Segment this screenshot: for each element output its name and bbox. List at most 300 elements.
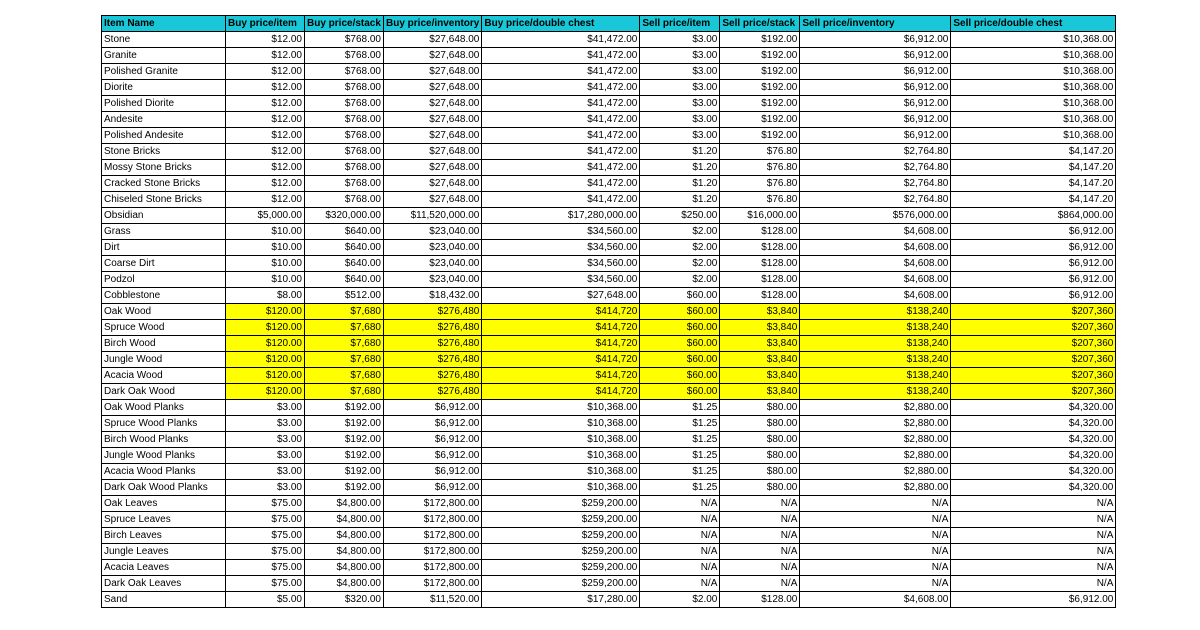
price-cell[interactable]: $6,912.00 (384, 432, 482, 448)
price-cell[interactable]: $4,800.00 (305, 560, 384, 576)
price-cell[interactable]: N/A (951, 560, 1116, 576)
price-cell[interactable]: $10,368.00 (951, 112, 1116, 128)
item-name-cell[interactable]: Andesite (102, 112, 226, 128)
price-cell[interactable]: $27,648.00 (384, 80, 482, 96)
price-cell[interactable]: $8.00 (226, 288, 305, 304)
price-cell[interactable]: $192.00 (305, 400, 384, 416)
price-cell[interactable]: $2,880.00 (800, 448, 951, 464)
price-cell[interactable]: $23,040.00 (384, 272, 482, 288)
column-header[interactable]: Buy price/inventory (384, 16, 482, 32)
price-cell[interactable]: $10,368.00 (951, 96, 1116, 112)
column-header[interactable]: Sell price/double chest (951, 16, 1116, 32)
price-cell[interactable]: $3,840 (720, 384, 800, 400)
price-cell[interactable]: $172,800.00 (384, 544, 482, 560)
price-cell[interactable]: $768.00 (305, 80, 384, 96)
price-cell[interactable]: $10,368.00 (482, 464, 640, 480)
price-cell[interactable]: $576,000.00 (800, 208, 951, 224)
item-name-cell[interactable]: Diorite (102, 80, 226, 96)
price-cell[interactable]: $864,000.00 (951, 208, 1116, 224)
price-cell[interactable]: $1.25 (640, 416, 720, 432)
price-cell[interactable]: $6,912.00 (951, 240, 1116, 256)
price-cell[interactable]: $27,648.00 (384, 176, 482, 192)
price-cell[interactable]: $12.00 (226, 160, 305, 176)
item-name-cell[interactable]: Spruce Wood Planks (102, 416, 226, 432)
price-cell[interactable]: $76.80 (720, 192, 800, 208)
price-cell[interactable]: $41,472.00 (482, 160, 640, 176)
price-cell[interactable]: $128.00 (720, 240, 800, 256)
price-cell[interactable]: $10,368.00 (482, 400, 640, 416)
price-cell[interactable]: N/A (800, 528, 951, 544)
price-cell[interactable]: $12.00 (226, 80, 305, 96)
price-cell[interactable]: $7,680 (305, 304, 384, 320)
price-cell[interactable]: $2,880.00 (800, 464, 951, 480)
price-cell[interactable]: $7,680 (305, 352, 384, 368)
price-cell[interactable]: $414,720 (482, 384, 640, 400)
price-cell[interactable]: $75.00 (226, 496, 305, 512)
price-cell[interactable]: $27,648.00 (384, 192, 482, 208)
price-cell[interactable]: $80.00 (720, 480, 800, 496)
price-cell[interactable]: $128.00 (720, 272, 800, 288)
price-cell[interactable]: $3.00 (640, 48, 720, 64)
price-cell[interactable]: $259,200.00 (482, 576, 640, 592)
price-cell[interactable]: $6,912.00 (800, 96, 951, 112)
item-name-cell[interactable]: Jungle Wood (102, 352, 226, 368)
item-name-cell[interactable]: Birch Wood Planks (102, 432, 226, 448)
price-cell[interactable]: $276,480 (384, 368, 482, 384)
price-cell[interactable]: $640.00 (305, 256, 384, 272)
price-cell[interactable]: $192.00 (720, 32, 800, 48)
price-cell[interactable]: $27,648.00 (384, 144, 482, 160)
item-name-cell[interactable]: Podzol (102, 272, 226, 288)
price-cell[interactable]: $4,147.20 (951, 176, 1116, 192)
item-name-cell[interactable]: Polished Andesite (102, 128, 226, 144)
price-cell[interactable]: $27,648.00 (384, 128, 482, 144)
price-cell[interactable]: $60.00 (640, 352, 720, 368)
price-cell[interactable]: N/A (640, 576, 720, 592)
price-cell[interactable]: $4,320.00 (951, 432, 1116, 448)
item-name-cell[interactable]: Dark Oak Leaves (102, 576, 226, 592)
price-cell[interactable]: $27,648.00 (384, 96, 482, 112)
item-name-cell[interactable]: Acacia Wood Planks (102, 464, 226, 480)
item-name-cell[interactable]: Stone (102, 32, 226, 48)
price-cell[interactable]: $3.00 (226, 432, 305, 448)
price-cell[interactable]: N/A (640, 544, 720, 560)
price-cell[interactable]: $4,800.00 (305, 496, 384, 512)
price-cell[interactable]: N/A (720, 560, 800, 576)
price-cell[interactable]: $80.00 (720, 400, 800, 416)
price-cell[interactable]: $192.00 (305, 480, 384, 496)
price-cell[interactable]: $3,840 (720, 368, 800, 384)
price-cell[interactable]: $60.00 (640, 320, 720, 336)
price-cell[interactable]: $414,720 (482, 304, 640, 320)
price-cell[interactable]: $12.00 (226, 64, 305, 80)
price-cell[interactable]: $6,912.00 (951, 224, 1116, 240)
price-cell[interactable]: $128.00 (720, 592, 800, 608)
price-cell[interactable]: $192.00 (720, 112, 800, 128)
price-cell[interactable]: $1.20 (640, 192, 720, 208)
price-cell[interactable]: $3.00 (640, 64, 720, 80)
item-name-cell[interactable]: Birch Leaves (102, 528, 226, 544)
price-cell[interactable]: N/A (800, 576, 951, 592)
price-cell[interactable]: N/A (800, 512, 951, 528)
price-cell[interactable]: $192.00 (720, 128, 800, 144)
price-cell[interactable]: $75.00 (226, 544, 305, 560)
price-cell[interactable]: $192.00 (305, 432, 384, 448)
price-cell[interactable]: $2,880.00 (800, 432, 951, 448)
item-name-cell[interactable]: Oak Wood (102, 304, 226, 320)
price-cell[interactable]: $41,472.00 (482, 48, 640, 64)
item-name-cell[interactable]: Sand (102, 592, 226, 608)
price-cell[interactable]: $12.00 (226, 192, 305, 208)
price-cell[interactable]: $1.25 (640, 480, 720, 496)
price-cell[interactable]: $2.00 (640, 224, 720, 240)
price-cell[interactable]: $12.00 (226, 96, 305, 112)
price-cell[interactable]: $80.00 (720, 464, 800, 480)
price-cell[interactable]: $276,480 (384, 320, 482, 336)
price-cell[interactable]: $11,520,000.00 (384, 208, 482, 224)
item-name-cell[interactable]: Coarse Dirt (102, 256, 226, 272)
price-cell[interactable]: N/A (640, 512, 720, 528)
item-name-cell[interactable]: Acacia Leaves (102, 560, 226, 576)
price-cell[interactable]: $2.00 (640, 256, 720, 272)
price-cell[interactable]: $120.00 (226, 304, 305, 320)
price-cell[interactable]: N/A (800, 560, 951, 576)
price-cell[interactable]: $192.00 (720, 80, 800, 96)
item-name-cell[interactable]: Oak Leaves (102, 496, 226, 512)
price-cell[interactable]: $6,912.00 (800, 32, 951, 48)
price-cell[interactable]: $60.00 (640, 336, 720, 352)
price-cell[interactable]: $768.00 (305, 32, 384, 48)
price-cell[interactable]: $128.00 (720, 256, 800, 272)
price-cell[interactable]: $259,200.00 (482, 560, 640, 576)
price-cell[interactable]: $768.00 (305, 176, 384, 192)
price-cell[interactable]: $2.00 (640, 592, 720, 608)
item-name-cell[interactable]: Granite (102, 48, 226, 64)
item-name-cell[interactable]: Acacia Wood (102, 368, 226, 384)
item-name-cell[interactable]: Spruce Leaves (102, 512, 226, 528)
price-cell[interactable]: $4,608.00 (800, 288, 951, 304)
price-cell[interactable]: $172,800.00 (384, 576, 482, 592)
price-cell[interactable]: $172,800.00 (384, 528, 482, 544)
price-cell[interactable]: $6,912.00 (951, 288, 1116, 304)
price-cell[interactable]: $4,320.00 (951, 464, 1116, 480)
price-cell[interactable]: $414,720 (482, 352, 640, 368)
price-cell[interactable]: $41,472.00 (482, 192, 640, 208)
price-cell[interactable]: $12.00 (226, 128, 305, 144)
price-cell[interactable]: $7,680 (305, 368, 384, 384)
price-cell[interactable]: $2,764.80 (800, 192, 951, 208)
price-cell[interactable]: $1.25 (640, 432, 720, 448)
item-name-cell[interactable]: Dirt (102, 240, 226, 256)
price-cell[interactable]: $6,912.00 (384, 480, 482, 496)
price-cell[interactable]: $10,368.00 (951, 80, 1116, 96)
price-cell[interactable]: $120.00 (226, 384, 305, 400)
item-name-cell[interactable]: Dark Oak Wood (102, 384, 226, 400)
price-cell[interactable]: $120.00 (226, 336, 305, 352)
price-cell[interactable]: $41,472.00 (482, 80, 640, 96)
price-cell[interactable]: $2,764.80 (800, 144, 951, 160)
price-cell[interactable]: $172,800.00 (384, 496, 482, 512)
price-cell[interactable]: $10.00 (226, 224, 305, 240)
price-cell[interactable]: $172,800.00 (384, 512, 482, 528)
price-cell[interactable]: $768.00 (305, 192, 384, 208)
price-cell[interactable]: $41,472.00 (482, 64, 640, 80)
price-cell[interactable]: $6,912.00 (951, 256, 1116, 272)
price-cell[interactable]: N/A (720, 496, 800, 512)
price-cell[interactable]: $7,680 (305, 336, 384, 352)
price-cell[interactable]: $10.00 (226, 272, 305, 288)
price-cell[interactable]: $6,912.00 (384, 464, 482, 480)
price-cell[interactable]: $1.20 (640, 144, 720, 160)
price-cell[interactable]: $34,560.00 (482, 240, 640, 256)
price-cell[interactable]: $414,720 (482, 336, 640, 352)
price-cell[interactable]: $3.00 (226, 448, 305, 464)
price-cell[interactable]: $138,240 (800, 336, 951, 352)
price-cell[interactable]: $4,608.00 (800, 240, 951, 256)
price-cell[interactable]: $640.00 (305, 240, 384, 256)
item-name-cell[interactable]: Cracked Stone Bricks (102, 176, 226, 192)
price-cell[interactable]: $10,368.00 (482, 448, 640, 464)
price-cell[interactable]: $11,520.00 (384, 592, 482, 608)
price-cell[interactable]: $6,912.00 (384, 416, 482, 432)
price-cell[interactable]: $192.00 (305, 416, 384, 432)
price-cell[interactable]: $4,608.00 (800, 224, 951, 240)
price-cell[interactable]: $276,480 (384, 352, 482, 368)
price-cell[interactable]: $27,648.00 (384, 160, 482, 176)
price-cell[interactable]: $60.00 (640, 304, 720, 320)
price-cell[interactable]: N/A (951, 512, 1116, 528)
price-cell[interactable]: $4,800.00 (305, 544, 384, 560)
price-cell[interactable]: $10,368.00 (482, 416, 640, 432)
price-cell[interactable]: $3.00 (226, 416, 305, 432)
price-cell[interactable]: $768.00 (305, 144, 384, 160)
price-cell[interactable]: $76.80 (720, 176, 800, 192)
item-name-cell[interactable]: Oak Wood Planks (102, 400, 226, 416)
price-cell[interactable]: $2.00 (640, 240, 720, 256)
price-cell[interactable]: $6,912.00 (384, 448, 482, 464)
price-cell[interactable]: N/A (951, 544, 1116, 560)
price-cell[interactable]: $23,040.00 (384, 240, 482, 256)
price-cell[interactable]: $6,912.00 (800, 48, 951, 64)
price-cell[interactable]: $6,912.00 (800, 112, 951, 128)
price-cell[interactable]: $12.00 (226, 32, 305, 48)
price-cell[interactable]: $259,200.00 (482, 544, 640, 560)
price-cell[interactable]: $10,368.00 (482, 432, 640, 448)
price-cell[interactable]: $10,368.00 (951, 32, 1116, 48)
price-cell[interactable]: $12.00 (226, 48, 305, 64)
price-cell[interactable]: $4,800.00 (305, 528, 384, 544)
column-header[interactable]: Item Name (102, 16, 226, 32)
price-cell[interactable]: $1.20 (640, 160, 720, 176)
price-cell[interactable]: $41,472.00 (482, 128, 640, 144)
price-cell[interactable]: N/A (720, 512, 800, 528)
price-cell[interactable]: $10.00 (226, 256, 305, 272)
price-cell[interactable]: $192.00 (720, 64, 800, 80)
price-cell[interactable]: $6,912.00 (800, 128, 951, 144)
column-header[interactable]: Buy price/double chest (482, 16, 640, 32)
column-header[interactable]: Sell price/inventory (800, 16, 951, 32)
price-cell[interactable]: $34,560.00 (482, 224, 640, 240)
price-cell[interactable]: N/A (951, 576, 1116, 592)
price-cell[interactable]: $259,200.00 (482, 528, 640, 544)
item-name-cell[interactable]: Chiseled Stone Bricks (102, 192, 226, 208)
price-cell[interactable]: $4,800.00 (305, 512, 384, 528)
price-cell[interactable]: $320,000.00 (305, 208, 384, 224)
price-cell[interactable]: $41,472.00 (482, 176, 640, 192)
price-cell[interactable]: $6,912.00 (384, 400, 482, 416)
price-cell[interactable]: $138,240 (800, 368, 951, 384)
price-cell[interactable]: $768.00 (305, 128, 384, 144)
price-cell[interactable]: $10,368.00 (951, 128, 1116, 144)
price-cell[interactable]: $5,000.00 (226, 208, 305, 224)
item-name-cell[interactable]: Grass (102, 224, 226, 240)
price-cell[interactable]: $768.00 (305, 48, 384, 64)
price-cell[interactable]: $768.00 (305, 64, 384, 80)
price-cell[interactable]: $3.00 (226, 480, 305, 496)
item-name-cell[interactable]: Jungle Wood Planks (102, 448, 226, 464)
price-cell[interactable]: $4,320.00 (951, 400, 1116, 416)
price-cell[interactable]: N/A (640, 528, 720, 544)
price-cell[interactable]: $640.00 (305, 224, 384, 240)
price-cell[interactable]: $10.00 (226, 240, 305, 256)
price-cell[interactable]: $3.00 (226, 400, 305, 416)
price-cell[interactable]: $128.00 (720, 224, 800, 240)
column-header[interactable]: Sell price/item (640, 16, 720, 32)
item-name-cell[interactable]: Polished Diorite (102, 96, 226, 112)
price-cell[interactable]: $27,648.00 (384, 64, 482, 80)
price-cell[interactable]: $2,880.00 (800, 400, 951, 416)
item-name-cell[interactable]: Cobblestone (102, 288, 226, 304)
price-cell[interactable]: $7,680 (305, 384, 384, 400)
price-cell[interactable]: $276,480 (384, 384, 482, 400)
price-cell[interactable]: $2,880.00 (800, 416, 951, 432)
price-cell[interactable]: $80.00 (720, 416, 800, 432)
item-name-cell[interactable]: Polished Granite (102, 64, 226, 80)
price-cell[interactable]: $4,320.00 (951, 448, 1116, 464)
price-cell[interactable]: $27,648.00 (482, 288, 640, 304)
price-cell[interactable]: $2,880.00 (800, 480, 951, 496)
price-cell[interactable]: $120.00 (226, 368, 305, 384)
column-header[interactable]: Buy price/stack (305, 16, 384, 32)
price-cell[interactable]: $1.20 (640, 176, 720, 192)
price-cell[interactable]: $207,360 (951, 352, 1116, 368)
price-cell[interactable]: $27,648.00 (384, 32, 482, 48)
price-cell[interactable]: $75.00 (226, 576, 305, 592)
price-cell[interactable]: $3,840 (720, 336, 800, 352)
price-cell[interactable]: $3.00 (640, 80, 720, 96)
price-cell[interactable]: $138,240 (800, 384, 951, 400)
price-cell[interactable]: $207,360 (951, 336, 1116, 352)
price-cell[interactable]: $41,472.00 (482, 96, 640, 112)
price-cell[interactable]: N/A (800, 496, 951, 512)
price-cell[interactable]: $172,800.00 (384, 560, 482, 576)
price-cell[interactable]: N/A (720, 544, 800, 560)
price-cell[interactable]: N/A (951, 496, 1116, 512)
price-cell[interactable]: $192.00 (305, 464, 384, 480)
price-cell[interactable]: $12.00 (226, 112, 305, 128)
price-cell[interactable]: $4,800.00 (305, 576, 384, 592)
price-cell[interactable]: $6,912.00 (800, 64, 951, 80)
price-cell[interactable]: $23,040.00 (384, 256, 482, 272)
price-cell[interactable]: $192.00 (305, 448, 384, 464)
price-cell[interactable]: $41,472.00 (482, 112, 640, 128)
price-cell[interactable]: $6,912.00 (800, 80, 951, 96)
price-cell[interactable]: $12.00 (226, 176, 305, 192)
item-name-cell[interactable]: Stone Bricks (102, 144, 226, 160)
price-cell[interactable]: $17,280.00 (482, 592, 640, 608)
price-cell[interactable]: $80.00 (720, 432, 800, 448)
column-header[interactable]: Sell price/stack (720, 16, 800, 32)
item-name-cell[interactable]: Obsidian (102, 208, 226, 224)
price-cell[interactable]: $75.00 (226, 512, 305, 528)
price-cell[interactable]: N/A (720, 576, 800, 592)
price-cell[interactable]: $17,280,000.00 (482, 208, 640, 224)
price-cell[interactable]: $3.00 (640, 96, 720, 112)
item-name-cell[interactable]: Jungle Leaves (102, 544, 226, 560)
price-cell[interactable]: $4,147.20 (951, 192, 1116, 208)
price-cell[interactable]: $12.00 (226, 144, 305, 160)
price-cell[interactable]: $41,472.00 (482, 144, 640, 160)
price-cell[interactable]: $75.00 (226, 528, 305, 544)
price-cell[interactable]: $207,360 (951, 320, 1116, 336)
price-cell[interactable]: $259,200.00 (482, 496, 640, 512)
price-cell[interactable]: N/A (800, 544, 951, 560)
price-cell[interactable]: $41,472.00 (482, 32, 640, 48)
price-cell[interactable]: $6,912.00 (951, 272, 1116, 288)
price-cell[interactable]: $2,764.80 (800, 160, 951, 176)
price-cell[interactable]: $207,360 (951, 384, 1116, 400)
price-cell[interactable]: $4,608.00 (800, 272, 951, 288)
item-name-cell[interactable]: Dark Oak Wood Planks (102, 480, 226, 496)
price-cell[interactable]: $4,147.20 (951, 144, 1116, 160)
price-cell[interactable]: $5.00 (226, 592, 305, 608)
price-cell[interactable]: $138,240 (800, 320, 951, 336)
price-cell[interactable]: $768.00 (305, 160, 384, 176)
price-cell[interactable]: N/A (720, 528, 800, 544)
price-cell[interactable]: $3.00 (640, 112, 720, 128)
price-cell[interactable]: $192.00 (720, 96, 800, 112)
price-cell[interactable]: $27,648.00 (384, 48, 482, 64)
price-cell[interactable]: $34,560.00 (482, 272, 640, 288)
price-cell[interactable]: $3.00 (226, 464, 305, 480)
price-cell[interactable]: $414,720 (482, 320, 640, 336)
price-cell[interactable]: $207,360 (951, 368, 1116, 384)
price-cell[interactable]: $640.00 (305, 272, 384, 288)
price-cell[interactable]: $276,480 (384, 304, 482, 320)
price-cell[interactable]: $120.00 (226, 352, 305, 368)
price-cell[interactable]: $512.00 (305, 288, 384, 304)
price-cell[interactable]: $2,764.80 (800, 176, 951, 192)
price-cell[interactable]: $4,608.00 (800, 592, 951, 608)
price-cell[interactable]: $6,912.00 (951, 592, 1116, 608)
price-cell[interactable]: N/A (640, 496, 720, 512)
price-cell[interactable]: $76.80 (720, 144, 800, 160)
price-cell[interactable]: $76.80 (720, 160, 800, 176)
price-cell[interactable]: $3.00 (640, 128, 720, 144)
price-cell[interactable]: $4,608.00 (800, 256, 951, 272)
price-cell[interactable]: $1.25 (640, 464, 720, 480)
price-cell[interactable]: $2.00 (640, 272, 720, 288)
price-cell[interactable]: $192.00 (720, 48, 800, 64)
price-cell[interactable]: $138,240 (800, 304, 951, 320)
price-cell[interactable]: $34,560.00 (482, 256, 640, 272)
price-cell[interactable]: $3,840 (720, 304, 800, 320)
column-header[interactable]: Buy price/item (226, 16, 305, 32)
price-cell[interactable]: $3,840 (720, 320, 800, 336)
price-cell[interactable]: $1.25 (640, 400, 720, 416)
price-cell[interactable]: $1.25 (640, 448, 720, 464)
price-cell[interactable]: $768.00 (305, 112, 384, 128)
